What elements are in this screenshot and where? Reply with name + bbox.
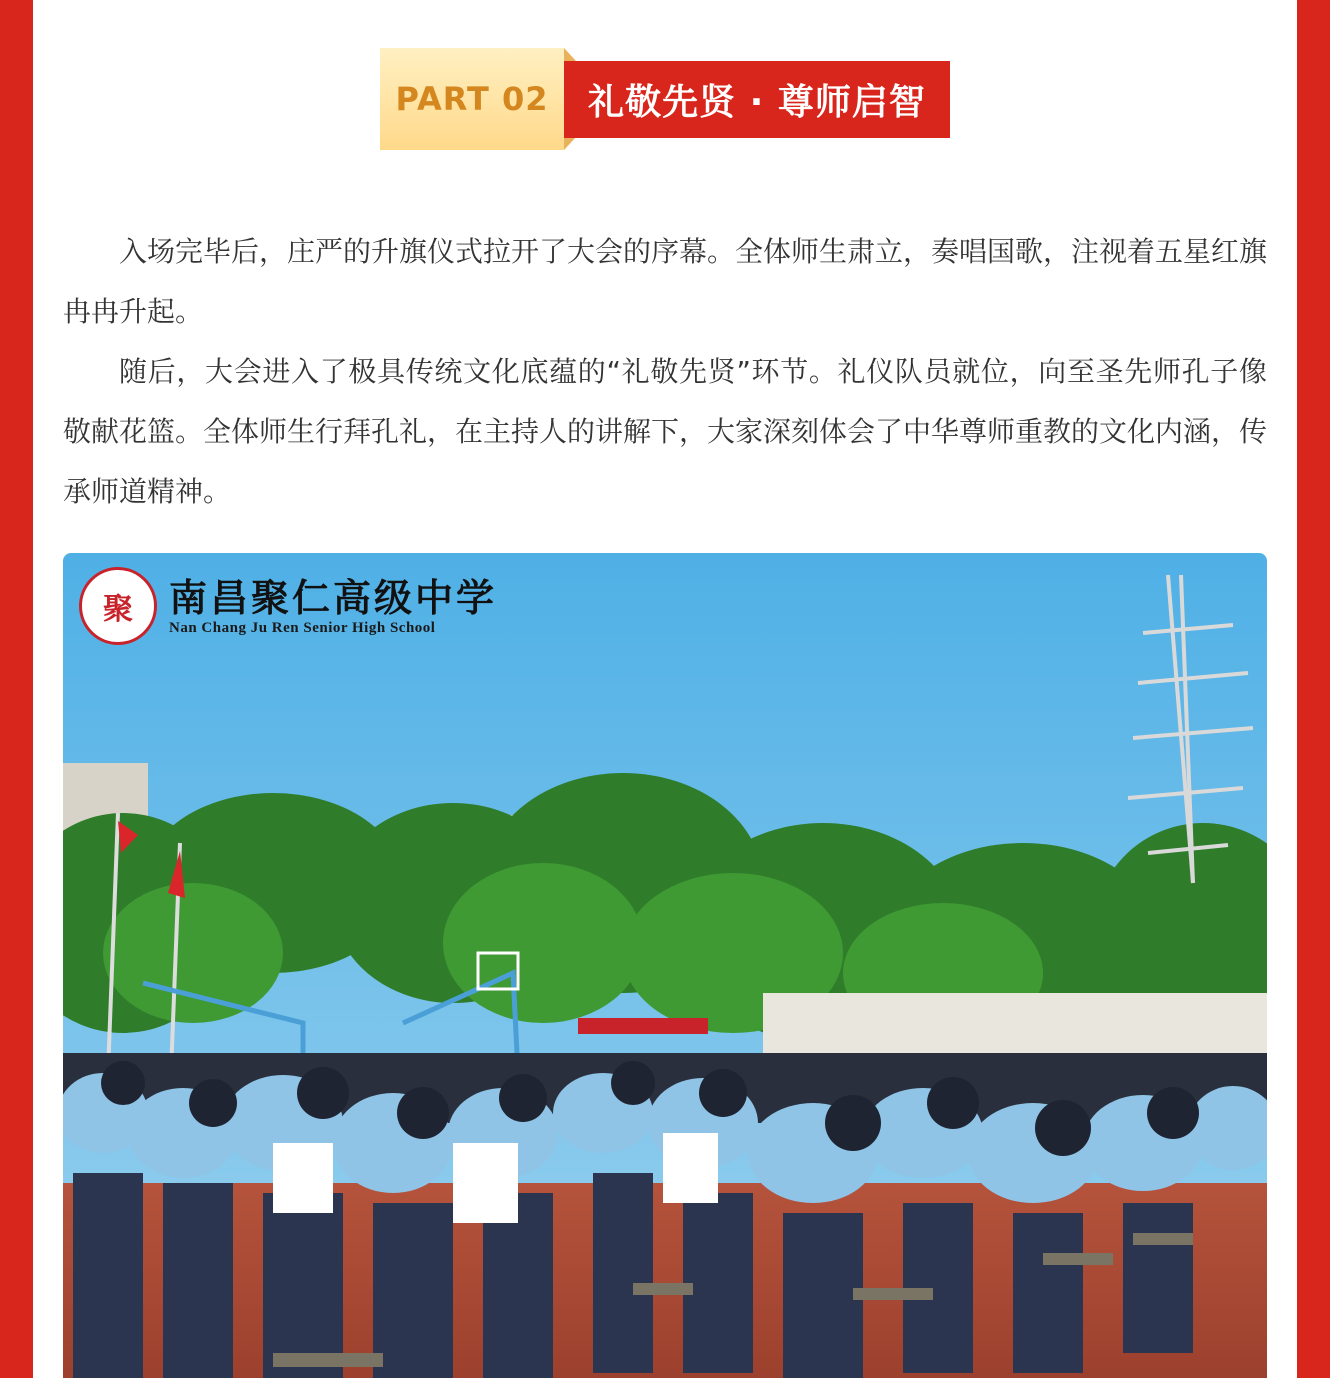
article-page <box>33 0 1297 1378</box>
part-label-badge <box>380 48 564 150</box>
school-seal-icon: 聚 <box>79 567 157 645</box>
school-name-en: Nan Chang Ju Ren Senior High School <box>169 619 436 636</box>
school-name-cn: 南昌聚仁高级中学 <box>169 574 498 620</box>
school-watermark <box>79 567 497 645</box>
article-body <box>63 222 1267 522</box>
part-label: PART 02 <box>395 80 549 118</box>
paragraph-2: 随后，大会进入了极具传统文化底蕴的“礼敬先贤”环节。礼仪队员就位，向至圣先师孔子像敬献花篮。全体师生行拜孔礼，在主持人的讲解下，大家深刻体会了中华尊师重教的文化内涵，传承师道精神。 <box>63 355 1268 508</box>
section-title: 礼敬先贤 · 尊师启智 <box>588 82 926 123</box>
section-title-badge <box>564 61 950 138</box>
section-header <box>380 48 950 152</box>
paragraph-1: 入场完毕后，庄严的升旗仪式拉开了大会的序幕。全体师生肃立，奏唱国歌，注视着五星红旗冉冉升起。 <box>63 235 1268 328</box>
photo-illustration <box>63 553 1267 1378</box>
ceremony-photo <box>63 553 1267 1378</box>
